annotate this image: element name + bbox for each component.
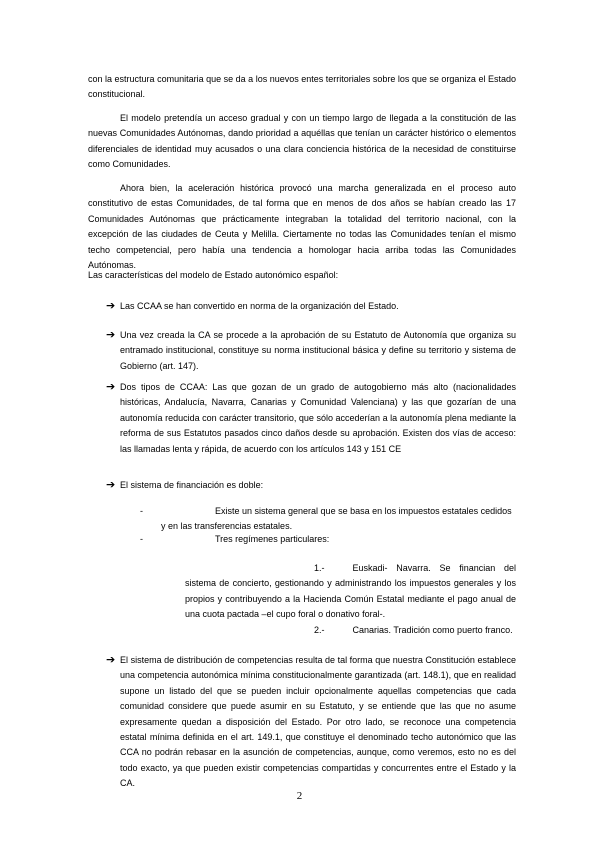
paragraph-model: El modelo pretendía un acceso gradual y con un tiempo largo de llegada a la constitución de las nuevas Comunidades Autónomas, dando prioridad a aquéllas que tenían un carácter histórico o elementos diferenciales de identidad muy acusados o una clara conciencia histórica de la necesidad de constituirse como Comunidades.: [88, 113, 516, 170]
arrow-bullet-icon: ➔: [106, 654, 116, 666]
financing-general-item: Existe un sistema general que se basa en los impuestos estatales cedidos y en las transferencias estatales.: [161, 506, 512, 532]
paragraph-continuation: con la estructura comunitaria que se da a los nuevos entes territoriales sobre los que se organiza el Estado constitucional.: [88, 74, 516, 100]
bullet-item: El sistema de financiación es doble:: [120, 480, 264, 490]
regime-number: 1.-: [314, 563, 325, 573]
arrow-bullet-icon: ➔: [106, 381, 116, 393]
paragraph-characteristics-heading: Las características del modelo de Estado autonómico español:: [88, 270, 339, 280]
bullet-item: Las CCAA se han convertido en norma de la organización del Estado.: [120, 301, 399, 311]
regime-text: Euskadi- Navarra. Se financian del sistema de concierto, gestionando y administrando los impuestos generales y los propios y contribuyendo a la Hacienda Común Estatal mediante el pago anual de una cuota pactada –el cupo foral o donativo foral-.: [185, 563, 516, 620]
regime-canarias: [185, 623, 516, 638]
regime-text: Canarias. Tradición como puerto franco.: [352, 625, 513, 635]
dash-marker: -: [140, 506, 143, 516]
page-number: 2: [296, 790, 303, 802]
regime-euskadi-navarra: [185, 561, 516, 623]
bullet-item: El sistema de distribución de competencias resulta de tal forma que nuestra Constitución establece una competencia autonómica mínima constitucionalmente garantizada (art. 148.1), que en realidad supone un listado del que se pueden incluir opcionalmente aquellas competencias que cada comunidad considere que puede asumir en su Estatuto, y se entiende que las que no asume expresamente quedan a disposición del Estado. Por otro lado, se reconoce una competencia estatal mínima definida en el art. 149.1, que constituye el denominado techo autonómico que las CCA no podrán rebasar en la asunción de competencias, aunque, como veremos, esto no es del todo exacto, ya que pueden existir competencias compartidas y concurrentes entre el Estado y la CA.: [120, 655, 516, 789]
arrow-bullet-icon: ➔: [106, 300, 116, 312]
regime-number: 2.-: [314, 625, 325, 635]
dash-marker: -: [140, 534, 143, 544]
arrow-bullet-icon: ➔: [106, 329, 116, 341]
bullet-item: Una vez creada la CA se procede a la aprobación de su Estatuto de Autonomía que organiza su entramado institucional, constituye su norma institucional básica y define su territorio y sistema de Gobierno (art. 147).: [120, 330, 516, 371]
financing-particular-item: Tres regímenes particulares:: [215, 534, 330, 544]
paragraph-acceleration: Ahora bien, la aceleración histórica provocó una marcha generalizada en el proceso auto constitutivo de estas Comunidades, de tal forma que en menos de dos años se habían creado las 17 Comunidades Autónomas que prácticamente integraban la totalidad del territorio nacional, con la excepción de las ciudades de Ceuta y Melilla. Ciertamente no todas las Comunidades tenían el mismo techo competencial, pero había una tendencia a homologar hacia arriba todas las Comunidades Autónomas.: [88, 183, 516, 271]
arrow-bullet-icon: ➔: [106, 479, 116, 491]
bullet-item: Dos tipos de CCAA: Las que gozan de un grado de autogobierno más alto (nacionalidades históricas, Andalucía, Navarra, Canarias y Comunidad Valenciana) y las que gozarían de una autonomía reducida con carácter transitorio, que sólo accederían a la autonomía plena mediante la reforma de sus Estatutos pasados cinco daños desde su aprobación. Existen dos vías de acceso: las llamadas lenta y rápida, de acuerdo con los artículos 143 y 151 CE: [120, 382, 516, 454]
